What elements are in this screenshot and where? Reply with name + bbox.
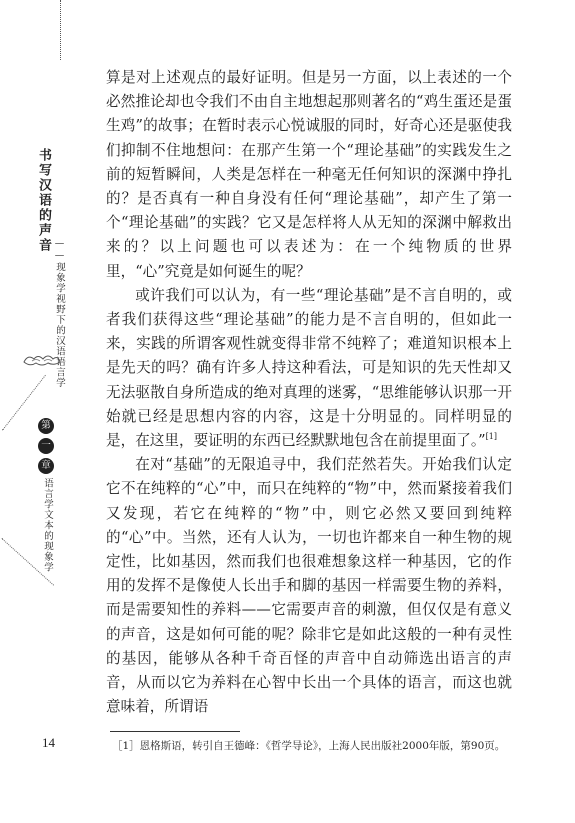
book-subtitle: ——现象学视野下的汉语语言学 (54, 238, 65, 388)
paragraph (106, 284, 512, 453)
book-title: 书写汉语的声音 (36, 148, 51, 253)
footnote: ［1］恩格斯语，转引自王德峰：《哲学导论》，上海人民出版社2000年版，第90页。 (112, 740, 506, 752)
paragraph-text: 或许我们可以认为，有一些“理论基础”是不言自明的，或者我们获得这些“理论基础”的能力是不言自明的，但如此一来，实践的所谓客观性就变得非常不纯粹了；难道知识根本上是先天的吗？确有许多人持这种看法，可是知识的先天性却又无法驱散自身所造成的绝对真理的迷雾，“思维能够认识那一开始就已经是思想内容的内容，这是十分明显的。同样明显的是，在这里，要证明的东西已经默默地包含在前提里面了。” (106, 286, 512, 450)
side-margin (0, 0, 75, 823)
chapter-badge-1: 第 (38, 418, 54, 434)
chapter-badge-2: 一 (38, 438, 54, 454)
dotted-rule-top (60, 0, 61, 60)
footnote-ref[interactable]: [1] (485, 432, 497, 442)
paragraph: 在对“基础”的无限追寻中，我们茫然若失。开始我们认定它不在纯粹的“心”中，而只在纯粹的“物”中，然而紧接着我们又发现，若它在纯粹的“物”中，则它必然又要回到纯粹的“心”中。当然，还有人认为，一切也许都来自一种生物的规定性，比如基因，然而我们也很难想象这样一种基因，它的作用的发挥不是像使人长出手和脚的基因一样需要生物的养料，而是需要知性的养料——它需要声音的刺激，但仅仅是有意义的声音，这是如何可能的呢？除非它是如此这般的一种有灵性的基因，能够从各种千奇百怪的声音中自动筛选出语言的声音，从而以它为养料在心智中长出一个具体的语言，而这也就意味着，所谓语 (106, 456, 512, 716)
cloud-ornament-icon (22, 352, 62, 368)
footnote-rule (110, 731, 240, 732)
page-number: 14 (42, 735, 55, 750)
chapter-badge-3: 章 (38, 458, 54, 474)
chapter-title: 语言学文本的现象学 (42, 478, 53, 573)
body-text (106, 66, 512, 719)
paragraph: 算是对上述观点的最好证明。但是另一方面，以上表述的一个必然推论却也令我们不由自主地想起那则著名的“鸡生蛋还是蛋生鸡”的故事；在暂时表示心悦诚服的同时，好奇心还是驱使我们抑制不住地想问：在那产生第一个“理论基础”的实践发生之前的短暂瞬间，人类是怎样在一种毫无任何知识的深渊中挣扎的？是否真有一种自身没有任何“理论基础”，却产生了第一个“理论基础”的实践？它又是怎样将人从无知的深渊中解救出来的？以上问题也可以表述为：在一个纯物质的世界里，“心”究竟是如何诞生的呢？ (106, 69, 512, 280)
